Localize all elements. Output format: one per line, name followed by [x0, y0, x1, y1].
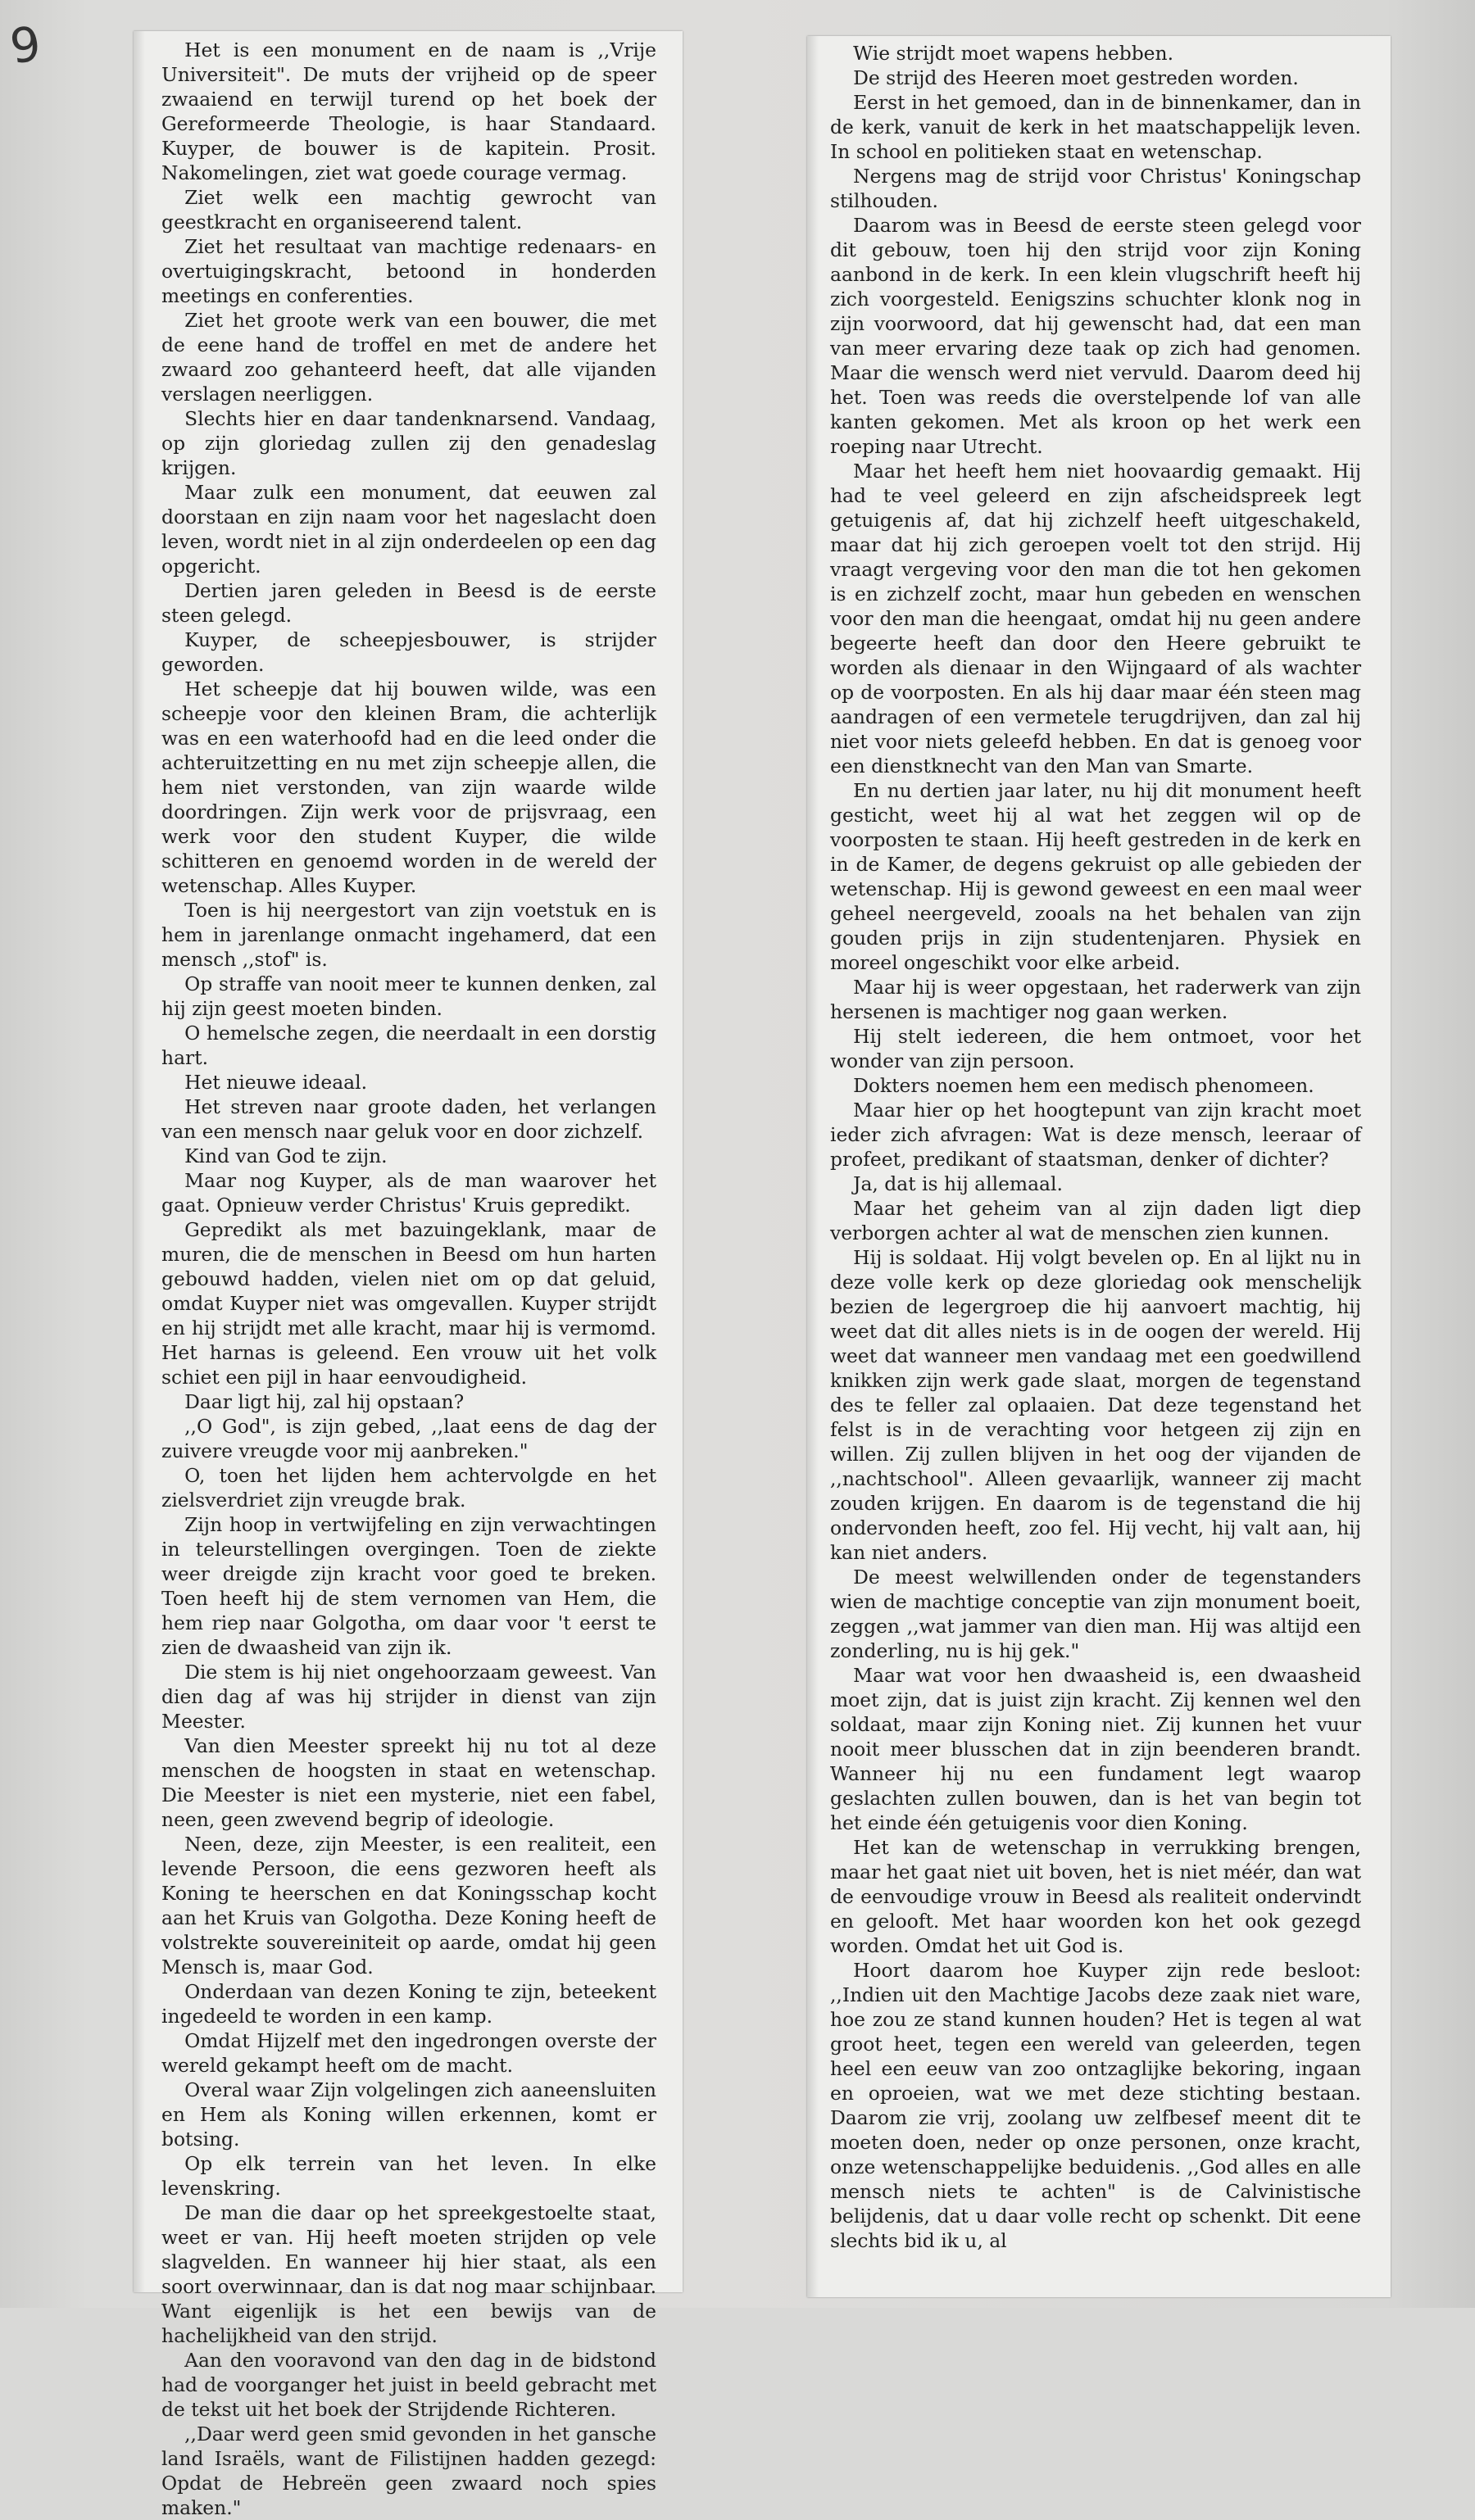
article-paragraph: Toen is hij neergestort van zijn voetstuk en is hem in jarenlange onmacht ingehamerd, dat een mensch ,,stof" is.: [161, 899, 656, 971]
article-paragraph: Maar nog Kuyper, als de man waarover het gaat. Opnieuw verder Christus' Kruis gepredikt.: [161, 1169, 656, 1217]
article-paragraph: Overal waar Zijn volgelingen zich aaneensluiten en Hem als Koning willen erkennen, komt er botsing.: [161, 2078, 656, 2151]
article-paragraph: De strijd des Heeren moet gestreden worden.: [853, 66, 1299, 89]
article-paragraph: Maar het geheim van al zijn daden ligt diep verborgen achter al wat de menschen zien kunnen.: [830, 1197, 1361, 1244]
page-number: 9: [7, 15, 45, 75]
article-paragraph: Wie strijdt moet wapens hebben.: [853, 42, 1174, 65]
article-paragraph: Slechts hier en daar tandenknarsend. Vandaag, op zijn gloriedag zullen zij den genadeslag krijgen.: [161, 407, 656, 479]
clipping-edge: [807, 36, 819, 2297]
article-paragraph: Neen, deze, zijn Meester, is een realiteit, een levende Persoon, die eens gezworen heeft als Koning te heerschen en dat Koningsschap kocht aan het Kruis van Golgotha. Deze Koning heeft de volstrekte souvereiniteit op aarde, omdat hij geen Mensch is, maar God.: [161, 1833, 656, 1978]
article-paragraph: O hemelsche zegen, die neerdaalt in een dorstig hart.: [161, 1022, 656, 1069]
article-paragraph: Maar hier op het hoogtepunt van zijn kracht moet ieder zich afvragen: Wat is deze mensch, leeraar of profeet, predikant of staatsman, denker of dichter?: [830, 1099, 1361, 1171]
article-paragraph: Maar zulk een monument, dat eeuwen zal doorstaan en zijn naam voor het nageslacht doen leven, wordt niet in al zijn onderdeelen op een dag opgericht.: [161, 481, 656, 578]
article-paragraph: Ziet het groote werk van een bouwer, die met de eene hand de troffel en met de andere het zwaard zoo gehanteerd heeft, dat alle vijanden verslagen neerliggen.: [161, 309, 656, 406]
article-paragraph: Aan den vooravond van den dag in de bidstond had de voorganger het juist in beeld gebracht met de tekst uit het boek der Strijdende Richteren.: [161, 2349, 656, 2421]
article-paragraph: Kind van God te zijn.: [184, 1144, 388, 1167]
article-paragraph: Het streven naar groote daden, het verlangen van een mensch naar geluk voor en door zichzelf.: [161, 1095, 656, 1143]
article-paragraph: Het nieuwe ideaal.: [184, 1071, 368, 1094]
article-paragraph: Van dien Meester spreekt hij nu tot al deze menschen de hoogsten in staat en wetenschap. Die Meester is niet een mysterie, niet een fabel, neen, geen zwevend begrip of ideologie.: [161, 1734, 656, 1831]
article-paragraph: Dertien jaren geleden in Beesd is de eerste steen gelegd.: [161, 579, 656, 627]
article-paragraph: Op straffe van nooit meer te kunnen denken, zal hij zijn geest moeten binden.: [161, 972, 656, 1020]
article-paragraph: Daarom was in Beesd de eerste steen gelegd voor dit gebouw, toen hij den strijd voor zijn Koning aanbond in de kerk. In een klein vlugschrift heeft hij zich voorgesteld. Eenigszins schuchter klonk nog in zijn voorwoord, dat hij gewenscht had, dat een man van meer ervaring deze taak op zich had genomen. Maar die wensch werd niet vervuld. Daarom deed hij het. Toen was reeds die overstelpende lof van alle kanten gekomen. Met als kroon op het werk een roeping naar Utrecht.: [830, 214, 1361, 458]
article-paragraph: Omdat Hijzelf met den ingedrongen overste der wereld gekampt heeft om de macht.: [161, 2029, 656, 2077]
article-paragraph: Gepredikt als met bazuingeklank, maar de muren, die de menschen in Beesd om hun harten gebouwd hadden, vielen niet om op dat geluid, omdat Kuyper niet was omgevallen. Kuyper strijdt en hij strijdt met alle kracht, maar hij is vermomd. Het harnas is geleend. Een vrouw uit het volk schiet een pijl in haar eenvoudigheid.: [161, 1218, 656, 1389]
article-paragraph: Eerst in het gemoed, dan in de binnenkamer, dan in de kerk, vanuit de kerk in het maatschappelijk leven. In school en politieken staat en wetenschap.: [830, 91, 1361, 163]
article-paragraph: Hoort daarom hoe Kuyper zijn rede besloot: ,,Indien uit den Machtige Jacobs deze zaak niet ware, hoe zou ze stand kunnen houden? Het is tegen al wat groot heet, tegen een wereld van geleerden, tegen heel een eeuw van zoo ontzaglijke bekoring, ingaan en oproeien, wat we met deze stichting bestaan. Daarom zie vrij, zoolang uw zelfbesef meent dit te moeten doen, neder op onze personen, onze kracht, onze wetenschappelijke beduidenis. ,,God alles en alle mensch niets te achten" is de Calvinistische belijdenis, dat u daar volle recht op schenkt. Dit eene slechts bid ik u, al: [830, 1959, 1361, 2252]
article-paragraph: Die stem is hij niet ongehoorzaam geweest. Van dien dag af was hij strijder in dienst van zijn Meester.: [161, 1661, 656, 1733]
article-paragraph: ,,Daar werd geen smid gevonden in het gansche land Israëls, want de Filistijnen hadden gezegd: Opdat de Hebreën geen zwaard noch spies maken.": [161, 2423, 656, 2519]
article-paragraph: Nergens mag de strijd voor Christus' Koningschap stilhouden.: [830, 165, 1361, 212]
article-paragraph: Dokters noemen hem een medisch phenomeen.: [853, 1074, 1314, 1097]
article-paragraph: Op elk terrein van het leven. In elke levenskring.: [161, 2152, 656, 2200]
article-paragraph: O, toen het lijden hem achtervolgde en het zielsverdriet zijn vreugde brak.: [161, 1464, 656, 1512]
article-paragraph: De man die daar op het spreekgestoelte staat, weet er van. Hij heeft moeten strijden op vele slagvelden. En wanneer hij hier staat, als een soort overwinnaar, dan is dat nog maar schijnbaar. Want eigenlijk is het een bewijs van de hachelijkheid van den strijd.: [161, 2201, 656, 2347]
article-paragraph: Zijn hoop in vertwijfeling en zijn verwachtingen in teleurstellingen overgingen. Toen de ziekte weer dreigde zijn kracht voor goed te breken. Toen heeft hij de stem vernomen van Hem, die hem riep naar Golgotha, om daar voor 't eerst te zien de dwaasheid van zijn ik.: [161, 1513, 656, 1659]
article-paragraph: Onderdaan van dezen Koning te zijn, beteekent ingedeeld te worden in een kamp.: [161, 1980, 656, 2028]
article-paragraph: Maar wat voor hen dwaasheid is, een dwaasheid moet zijn, dat is juist zijn kracht. Zij kennen wel den soldaat, maar zijn Koning niet. Zij kunnen het vuur nooit meer blusschen dat in zijn beenderen brandt. Wanneer hij nu een fundament legt waarop geslachten zullen bouwen, dan is het van begin tot het einde één getuigenis voor dien Koning.: [830, 1664, 1361, 1834]
article-paragraph: Het scheepje dat hij bouwen wilde, was een scheepje voor den kleinen Bram, die achterlijk was en een waterhoofd had en die leed onder die achteruitzetting en nu met zijn scheepje allen, die hem niet verstonden, van zijn waarde wilde doordringen. Zijn werk voor de prijsvraag, een werk voor den student Kuyper, die wilde schitteren en genoemd worden in de wereld der wetenschap. Alles Kuyper.: [161, 678, 656, 897]
newspaper-clipping-right: [807, 36, 1391, 2297]
newspaper-clipping-left: [134, 31, 683, 2519]
article-paragraph: Het is een monument en de naam is ,,Vrije Universiteit". De muts der vrijheid op de speer zwaaiend en terwijl turend op het boek der Gereformeerde Theologie, is haar Standaard. Kuyper, de bouwer is de kapitein. Prosit. Nakomelingen, ziet wat goede courage vermag.: [161, 39, 656, 184]
article-paragraph: Ziet welk een machtig gewrocht van geestkracht en organiseerend talent.: [161, 186, 656, 233]
article-paragraph: Ziet het resultaat van machtige redenaars- en overtuigingskracht, betoond in honderden meetings en conferenties.: [161, 235, 656, 307]
article-paragraph: En nu dertien jaar later, nu hij dit monument heeft gesticht, weet hij al wat het zeggen wil op de voorposten te staan. Hij heeft gestreden in de kerk en in de Kamer, de degens gekruist op alle gebieden der wetenschap. Hij is gewond geweest en een maal weer geheel neergeveld, zooals na het behalen van zijn gouden prijs in zijn studentenjaren. Physiek en moreel ongeschikt voor elke arbeid.: [830, 779, 1361, 974]
article-paragraph: ,,O God", is zijn gebed, ,,laat eens de dag der zuivere vreugde voor mij aanbreken.": [161, 1415, 656, 1462]
article-paragraph: Maar het heeft hem niet hoovaardig gemaakt. Hij had te veel geleerd en zijn afscheidspreek legt getuigenis af, dat hij zichzelf heeft uitgeschakeld, maar dat hij zich geroepen voelt tot den strijd. Hij vraagt vergeving voor den man die tot hen gekomen is en zichzelf zocht, maar hun gebeden en wenschen voor den man die heengaat, omdat hij nu geen andere begeerte heeft dan door den Heere gebruikt te worden als dienaar in den Wijngaard of als wachter op de voorposten. En als hij daar maar één steen mag aandragen of een vermetele terugdrijven, dan zal hij niet voor niets geleefd hebben. En dat is genoeg voor een dienstknecht van den Man van Smarte.: [830, 460, 1361, 777]
article-paragraph: Maar hij is weer opgestaan, het raderwerk van zijn hersenen is machtiger nog gaan werken.: [830, 976, 1361, 1023]
article-paragraph: Kuyper, de scheepjesbouwer, is strijder geworden.: [161, 628, 656, 676]
article-paragraph: Ja, dat is hij allemaal.: [853, 1172, 1063, 1195]
article-paragraph: De meest welwillenden onder de tegenstanders wien de machtige conceptie van zijn monument boeit, zeggen ,,wat jammer van dien man. Hij was altijd een zonderling, nu is hij gek.": [830, 1566, 1361, 1662]
clipping-edge: [134, 31, 145, 2292]
article-paragraph: Het kan de wetenschap in verrukking brengen, maar het gaat niet uit boven, het is niet méér, dan wat de eenvoudige vrouw in Beesd als realiteit ondervindt en gelooft. Met haar woorden kon het ook gezegd worden. Omdat het uit God is.: [830, 1836, 1361, 1957]
article-paragraph: Hij stelt iedereen, die hem ontmoet, voor het wonder van zijn persoon.: [830, 1025, 1361, 1072]
article-paragraph: Daar ligt hij, zal hij opstaan?: [184, 1390, 465, 1413]
article-paragraph: Hij is soldaat. Hij volgt bevelen op. En al lijkt nu in deze volle kerk op deze gloriedag ook menschelijk bezien de legergroep die hij aanvoert machtig, hij weet dat dit alles niets is in de oogen der wereld. Hij weet dat wanneer men vandaag met een goedwillend knikken zijn werk gade slaat, morgen de tegenstand des te feller zal oplaaien. Dat deze tegenstand het felst is in de verachting voor hetgeen zij zijn en willen. Zij zullen blijven in het oog der vijanden de ,,nachtschool". Alleen gevaarlijk, wanneer zij macht zouden krijgen. En daarom is de tegenstand die hij ondervonden heeft, zoo fel. Hij vecht, hij valt aan, hij kan niet anders.: [830, 1246, 1361, 1564]
